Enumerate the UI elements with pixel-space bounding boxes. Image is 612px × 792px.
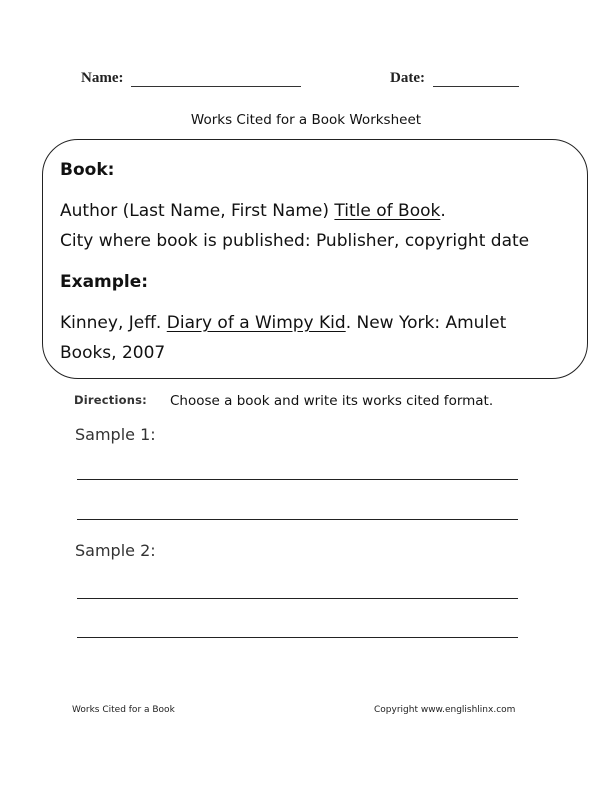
worksheet-title: Works Cited for a Book Worksheet [190, 112, 422, 128]
example-title: Diary of a Wimpy Kid [166, 313, 346, 333]
example-rest: . New York: Amulet [345, 313, 507, 333]
sample-1-answer-line-1[interactable] [77, 479, 518, 480]
format-line-2: City where book is published: Publisher, copyright date [60, 231, 530, 251]
sample-2-label: Sample 2: [75, 541, 156, 560]
format-author: Author (Last Name, First Name) [60, 201, 335, 221]
name-label: Name: [81, 70, 124, 86]
directions-text: Choose a book and write its works cited format. [170, 393, 494, 409]
date-blank[interactable] [433, 72, 519, 87]
book-heading: Book: [60, 160, 115, 180]
example-author: Kinney, Jeff. [60, 313, 167, 333]
sample-2-answer-line-2[interactable] [77, 637, 518, 638]
directions-label: Directions: [74, 393, 147, 407]
footer-copyright: Copyright www.englishlinx.com [374, 705, 516, 715]
sample-1-label: Sample 1: [75, 425, 156, 444]
date-field [390, 70, 519, 87]
name-blank[interactable] [131, 72, 301, 87]
sample-1-answer-line-2[interactable] [77, 519, 518, 520]
format-line-1 [60, 196, 446, 226]
example-heading: Example: [60, 272, 149, 292]
format-title: Title of Book [334, 201, 441, 221]
example-line-2: Books, 2007 [60, 343, 166, 363]
name-field [81, 70, 301, 87]
date-label: Date: [390, 70, 425, 86]
footer-title: Works Cited for a Book [72, 705, 175, 715]
format-period: . [440, 201, 446, 221]
sample-2-answer-line-1[interactable] [77, 598, 518, 599]
example-line-1 [60, 308, 506, 338]
